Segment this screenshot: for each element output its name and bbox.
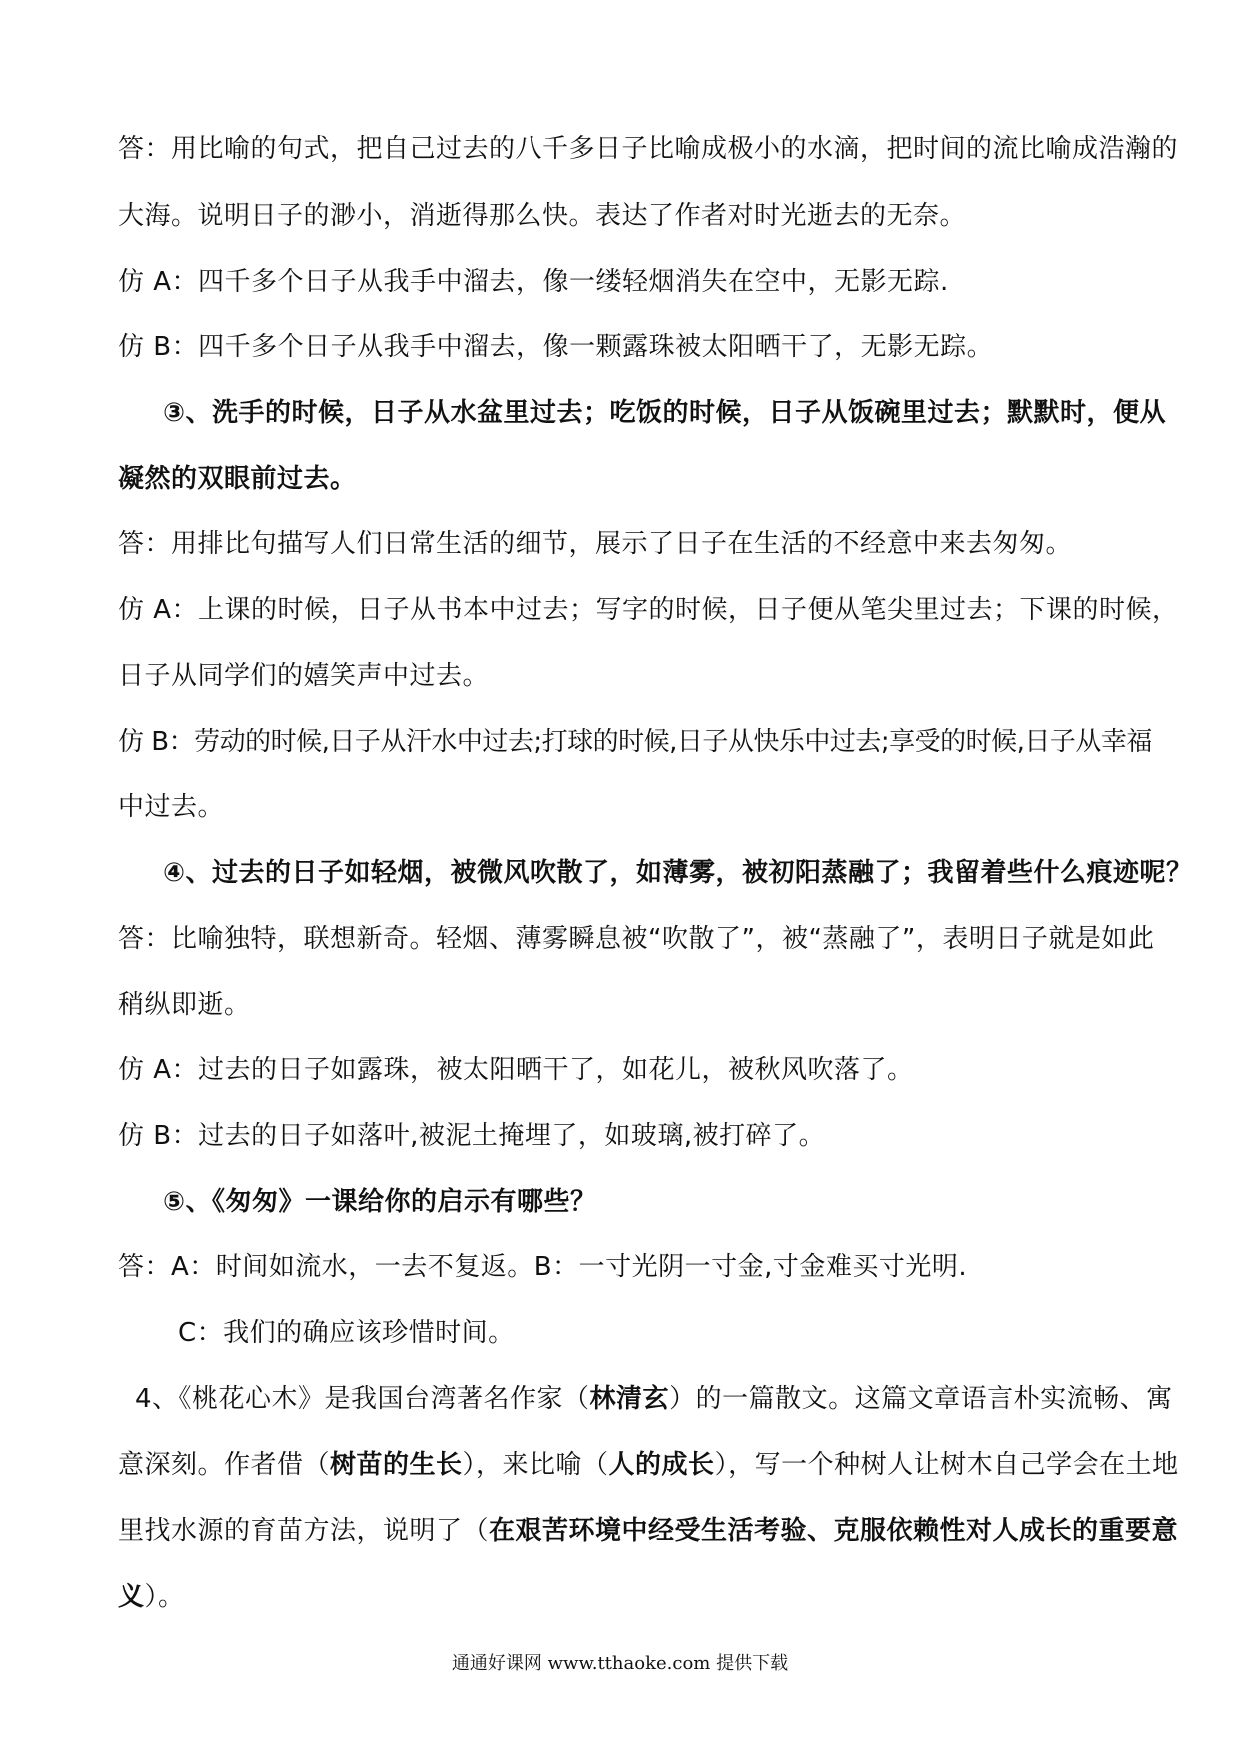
question-3-heading: ③、洗手的时候，日子从水盆里过去；吃饭的时候，日子从饭碗里过去；默默时，便从 bbox=[163, 398, 1167, 428]
imitation-b-line: 仿 B：四千多个日子从我手中溜去，像一颗露珠被太阳晒干了，无影无踪。 bbox=[118, 332, 994, 362]
question-5-heading: ⑤、《匆匆》一课给你的启示有哪些？ bbox=[163, 1187, 597, 1217]
para-text: ），来比喻（ bbox=[462, 1450, 609, 1480]
answer-line: 大海。说明日子的渺小，消逝得那么快。表达了作者对时光逝去的无奈。 bbox=[118, 201, 967, 231]
answer-line: 答：用比喻的句式，把自己过去的八千多日子比喻成极小的水滴，把时间的流比喻成浩瀚的 bbox=[118, 134, 1179, 164]
answer-line: 答：用排比句描写人们日常生活的细节，展示了日子在生活的不经意中来去匆匆。 bbox=[118, 529, 1073, 559]
answer-line: 答：A：时间如流水，一去不复返。B：一寸光阴一寸金,寸金难买寸光明. bbox=[118, 1252, 968, 1282]
para-text: 里找水源的育苗方法，说明了（ bbox=[118, 1516, 490, 1546]
imitation-a-line: 仿 A：四千多个日子从我手中溜去，像一缕轻烟消失在空中，无影无踪. bbox=[118, 267, 949, 297]
imitation-a-line: 仿 A：上课的时候，日子从书本中过去；写字的时候，日子便从笔尖里过去；下课的时候， bbox=[118, 595, 1179, 625]
imitation-a-line: 仿 A：过去的日子如露珠，被太阳晒干了，如花儿，被秋风吹落了。 bbox=[118, 1055, 914, 1085]
answer-keyword: 人的成长 bbox=[608, 1450, 715, 1480]
paragraph-4-line-4 bbox=[118, 1580, 1128, 1614]
paragraph-4-line-1 bbox=[135, 1382, 1173, 1416]
paragraph-4-line-2 bbox=[118, 1448, 1179, 1482]
answer-line-cont: 稍纵即逝。 bbox=[118, 990, 251, 1020]
answer-line-c: C：我们的确应该珍惜时间。 bbox=[178, 1318, 515, 1348]
question-4-heading: ④、过去的日子如轻烟，被微风吹散了，如薄雾，被初阳蒸融了；我留着些什么痕迹呢？ bbox=[163, 858, 1193, 888]
imitation-b-line: 仿 B：劳动的时候,日子从汗水中过去;打球的时候,日子从快乐中过去;享受的时候,日子从幸福 bbox=[118, 727, 1152, 757]
para-text: 4、《桃花心木》是我国台湾著名作家（ bbox=[135, 1384, 590, 1414]
imitation-a-line-cont: 日子从同学们的嬉笑声中过去。 bbox=[118, 661, 490, 691]
paragraph-4-line-3 bbox=[118, 1514, 1179, 1548]
para-text: ）。 bbox=[144, 1582, 185, 1612]
answer-line: 答：比喻独特，联想新奇。轻烟、薄雾瞬息被“吹散了”，被“蒸融了”，表明日子就是如此 bbox=[118, 924, 1155, 954]
para-text: ），写一个种树人让树木自己学会在土地 bbox=[714, 1450, 1179, 1480]
answer-keyword: 义 bbox=[118, 1582, 145, 1612]
answer-keyword: 在艰苦环境中经受生活考验、克服依赖性对人成长的重要意 bbox=[489, 1516, 1179, 1546]
author-name: 林清玄 bbox=[589, 1384, 670, 1414]
para-text: ）的一篇散文。这篇文章语言朴实流畅、寓 bbox=[669, 1384, 1173, 1414]
imitation-b-line-cont: 中过去。 bbox=[118, 792, 225, 822]
answer-keyword: 树苗的生长 bbox=[330, 1450, 463, 1480]
para-text: 意深刻。作者借（ bbox=[118, 1450, 331, 1480]
question-3-heading-cont: 凝然的双眼前过去。 bbox=[118, 464, 357, 494]
page-footer: 通通好课网 www.tthaoke.com 提供下载 bbox=[451, 1653, 789, 1674]
imitation-b-line: 仿 B：过去的日子如落叶,被泥土掩埋了，如玻璃,被打碎了。 bbox=[118, 1121, 826, 1151]
